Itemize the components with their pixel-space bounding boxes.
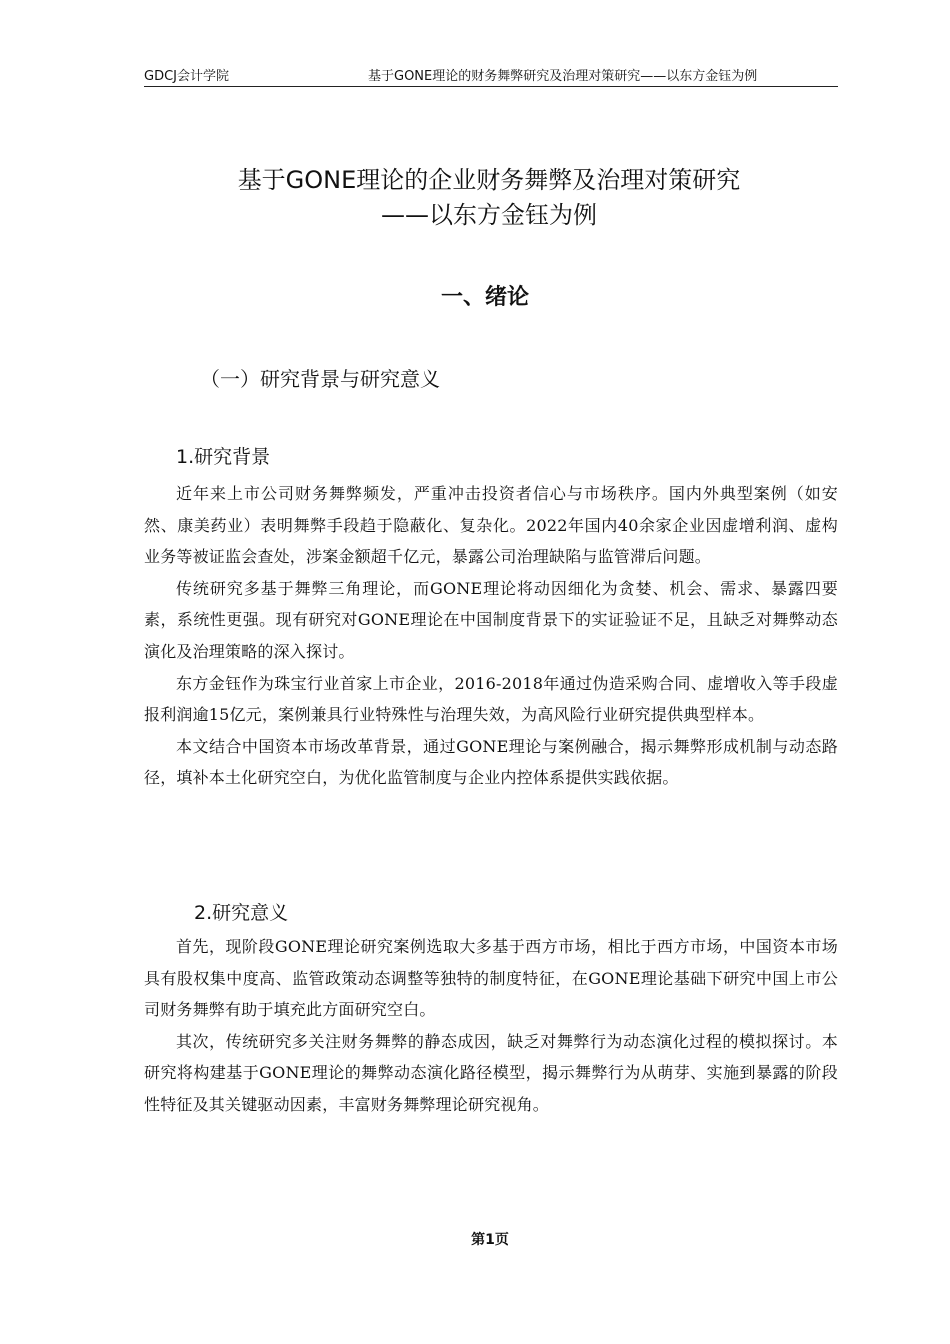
paper-title-line-1: 基于GONE理论的企业财务舞弊及治理对策研究 (237, 166, 741, 194)
significance-paragraph: 其次，传统研究多关注财务舞弊的静态成因，缺乏对舞弊行为动态演化过程的模拟探讨。本研究将构建基于GONE理论的舞弊动态演化路径模型，揭示舞弊行为从萌芽、实施到暴露的阶段性特征及其关键驱动因素，丰富财务舞弊理论研究视角。 (144, 1031, 838, 1114)
header-paper-title: 基于GONE理论的财务舞弊研究及治理对策研究——以东方金钰为例 (368, 69, 758, 84)
running-header (144, 68, 838, 87)
background-paragraph: 东方金钰作为珠宝行业首家上市企业，2016-2018年通过伪造采购合同、虚增收入等手段虚报利润逾15亿元，案例兼具行业特殊性与治理失效，为高风险行业研究提供典型样本。 (144, 673, 838, 725)
background-paragraph: 近年来上市公司财务舞弊频发，严重冲击投资者信心与市场秩序。国内外典型案例（如安然、康美药业）表明舞弊手段趋于隐蔽化、复杂化。2022年国内40余家企业因虚增利润、虚构业务等被证监会查处，涉案金额超千亿元，暴露公司治理缺陷与监管滞后问题。 (144, 484, 838, 567)
background-paragraph: 本文结合中国资本市场改革背景，通过GONE理论与案例融合，揭示舞弊形成机制与动态路径，填补本土化研究空白，为优化监管制度与企业内控体系提供实践依据。 (144, 736, 838, 788)
background-body (144, 478, 838, 794)
background-heading: 1.研究背景 (176, 446, 271, 468)
significance-heading: 2.研究意义 (194, 902, 289, 924)
page-number: 第1页 (471, 1232, 509, 1248)
significance-paragraph: 首先，现阶段GONE理论研究案例选取大多基于西方市场，相比于西方市场，中国资本市场具有股权集中度高、监管政策动态调整等独特的制度特征，在GONE理论基础下研究中国上市公司财务舞弊有助于填充此方面研究空白。 (144, 937, 838, 1020)
background-paragraph: 传统研究多基于舞弊三角理论，而GONE理论将动因细化为贪婪、机会、需求、暴露四要素，系统性更强。现有研究对GONE理论在中国制度背景下的实证验证不足，且缺乏对舞弊动态演化及治理策略的深入探讨。 (144, 578, 838, 661)
section-heading-introduction: 一、绪论 (440, 285, 529, 310)
significance-body (144, 931, 838, 1121)
subsection-heading: （一）研究背景与研究意义 (200, 367, 440, 391)
paper-title-line-2: ——以东方金钰为例 (381, 201, 597, 229)
header-institution: GDCJ会计学院 (144, 69, 229, 84)
